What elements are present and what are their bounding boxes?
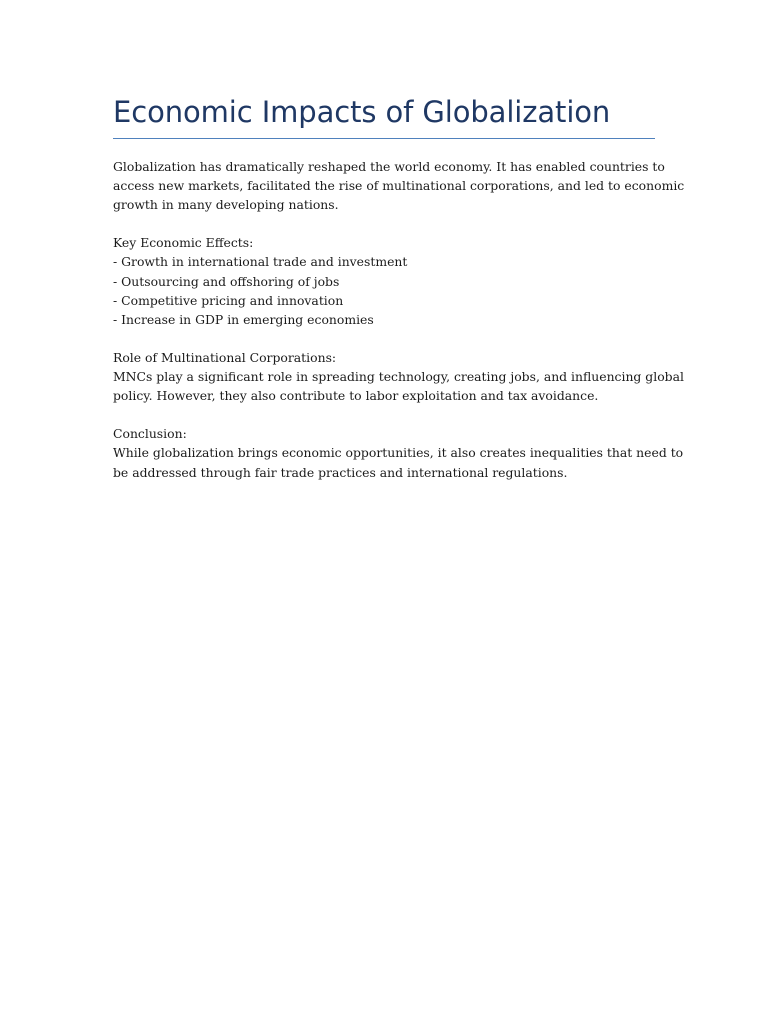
mnc-heading: Role of Multinational Corporations: xyxy=(113,349,337,365)
title-underline-divider xyxy=(113,138,655,139)
effects-list-item: - Growth in international trade and investment xyxy=(113,254,408,270)
document-body xyxy=(113,157,685,482)
intro-line: access new markets, facilitated the rise of multinational corporations, and led to economic xyxy=(113,178,685,194)
conclusion-line: be addressed through fair trade practices and international regulations. xyxy=(113,464,568,480)
effects-list-item: - Competitive pricing and innovation xyxy=(113,292,344,308)
intro-line: growth in many developing nations. xyxy=(113,197,339,213)
mnc-section xyxy=(113,348,684,405)
conclusion-line: While globalization brings economic opportunities, it also creates inequalities that need to xyxy=(113,445,684,461)
mnc-line: policy. However, they also contribute to labor exploitation and tax avoidance. xyxy=(113,388,599,404)
paragraph-spacer xyxy=(113,329,655,348)
conclusion-section xyxy=(113,424,684,481)
intro-line: Globalization has dramatically reshaped the world economy. It has enabled countries to xyxy=(113,159,665,174)
effects-list-item: - Increase in GDP in emerging economies xyxy=(113,311,374,327)
conclusion-heading: Conclusion: xyxy=(113,426,187,442)
effects-list-item: - Outsourcing and offshoring of jobs xyxy=(113,273,340,289)
mnc-line: MNCs play a significant role in spreading technology, creating jobs, and influencing global xyxy=(113,369,684,385)
paragraph-spacer xyxy=(113,405,655,424)
effects-section xyxy=(113,233,655,328)
document-page xyxy=(113,92,685,482)
effects-heading: Key Economic Effects: xyxy=(113,235,254,251)
document-title: Economic Impacts of Globalization xyxy=(113,95,611,129)
paragraph-spacer xyxy=(113,214,655,233)
intro-paragraph xyxy=(113,157,685,214)
